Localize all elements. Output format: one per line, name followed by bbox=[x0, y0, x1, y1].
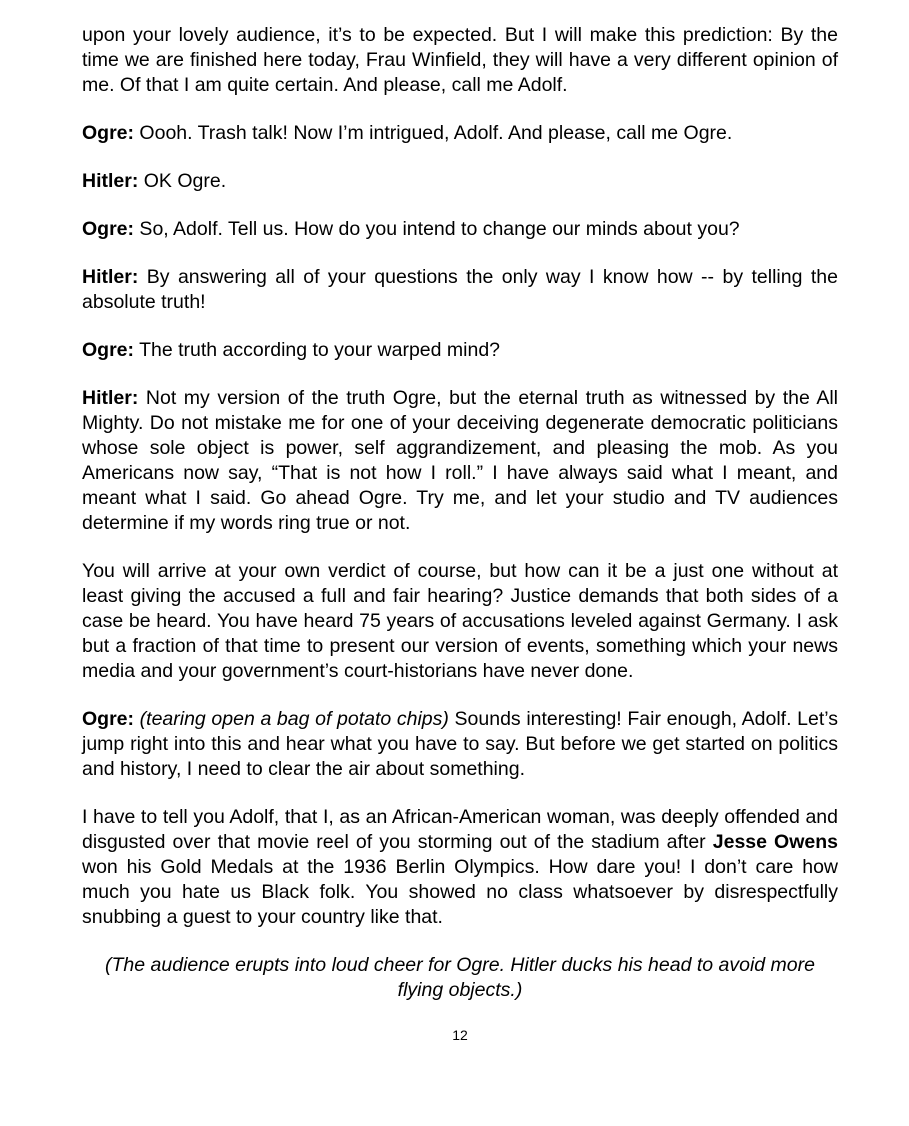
document-body bbox=[82, 23, 838, 1003]
paragraph bbox=[82, 169, 838, 194]
paragraph bbox=[82, 805, 838, 930]
text-run: The truth according to your warped mind? bbox=[134, 339, 501, 361]
paragraph bbox=[82, 707, 838, 782]
paragraph bbox=[82, 338, 838, 363]
speaker-label: Hitler: bbox=[82, 387, 139, 409]
text-run: Sounds interesting! Fair enough, Adolf. Let’s jump right into this and hear what you have to say. But before we get started on politics and history, I need to clear the air about something. bbox=[82, 708, 838, 780]
text-run: Jesse Owens bbox=[712, 831, 838, 853]
text-run: upon your lovely audience, it’s to be expected. But I will make this prediction: By the time we are finished here today, Frau Winfield, they will have a very different opinion of me. Of that I am quite certain. And please, call me Adolf. bbox=[82, 24, 838, 96]
speaker-label: Ogre: bbox=[82, 339, 135, 361]
paragraph bbox=[82, 23, 838, 98]
text-run: So, Adolf. Tell us. How do you intend to change our minds about you? bbox=[134, 218, 740, 240]
text-run: I have to tell you Adolf, that I, as an African-American woman, was deeply offended and disgusted over that movie reel of you storming out of the stadium after bbox=[82, 806, 838, 853]
text-run: By answering all of your questions the only way I know how -- by telling the absolute truth! bbox=[82, 266, 838, 313]
text-run: Not my version of the truth Ogre, but the eternal truth as witnessed by the All Mighty. Do not mistake me for one of your deceiving degenerate democratic politicians whose sole object is power, self aggrandizement, and pleasing the mob. As you Americans now say, “That is not how I roll.” I have always said what I meant, and meant what I said. Go ahead Ogre. Try me, and let your studio and TV audiences determine if my words ring true or not. bbox=[82, 387, 838, 534]
speaker-label: Hitler: bbox=[82, 266, 139, 288]
paragraph bbox=[82, 217, 838, 242]
page-number: 12 bbox=[452, 1027, 468, 1043]
text-run: Oooh. Trash talk! Now I’m intrigued, Adolf. And please, call me Ogre. bbox=[134, 122, 733, 144]
paragraph bbox=[82, 121, 838, 146]
speaker-label: Hitler: bbox=[82, 170, 139, 192]
speaker-label: Ogre: bbox=[82, 708, 135, 730]
speaker-label: Ogre: bbox=[82, 122, 135, 144]
text-run: OK Ogre. bbox=[138, 170, 227, 192]
stage-direction bbox=[82, 953, 838, 1003]
speaker-label: Ogre: bbox=[82, 218, 135, 240]
paragraph bbox=[82, 265, 838, 315]
text-run: (The audience erupts into loud cheer for Ogre. Hitler ducks his head to avoid more flying objects.) bbox=[105, 954, 815, 1001]
text-run: (tearing open a bag of potato chips) bbox=[134, 708, 449, 730]
paragraph bbox=[82, 559, 838, 684]
text-run: won his Gold Medals at the 1936 Berlin Olympics. How dare you! I don’t care how much you hate us Black folk. You showed no class whatsoever by disrespectfully snubbing a guest to your country like that. bbox=[82, 856, 838, 928]
paragraph bbox=[82, 386, 838, 536]
text-run: You will arrive at your own verdict of course, but how can it be a just one without at least giving the accused a full and fair hearing? Justice demands that both sides of a case be heard. You have heard 75 years of accusations leveled against Germany. I ask but a fraction of that time to present our version of events, something which your news media and your government’s court-historians have never done. bbox=[82, 560, 838, 682]
